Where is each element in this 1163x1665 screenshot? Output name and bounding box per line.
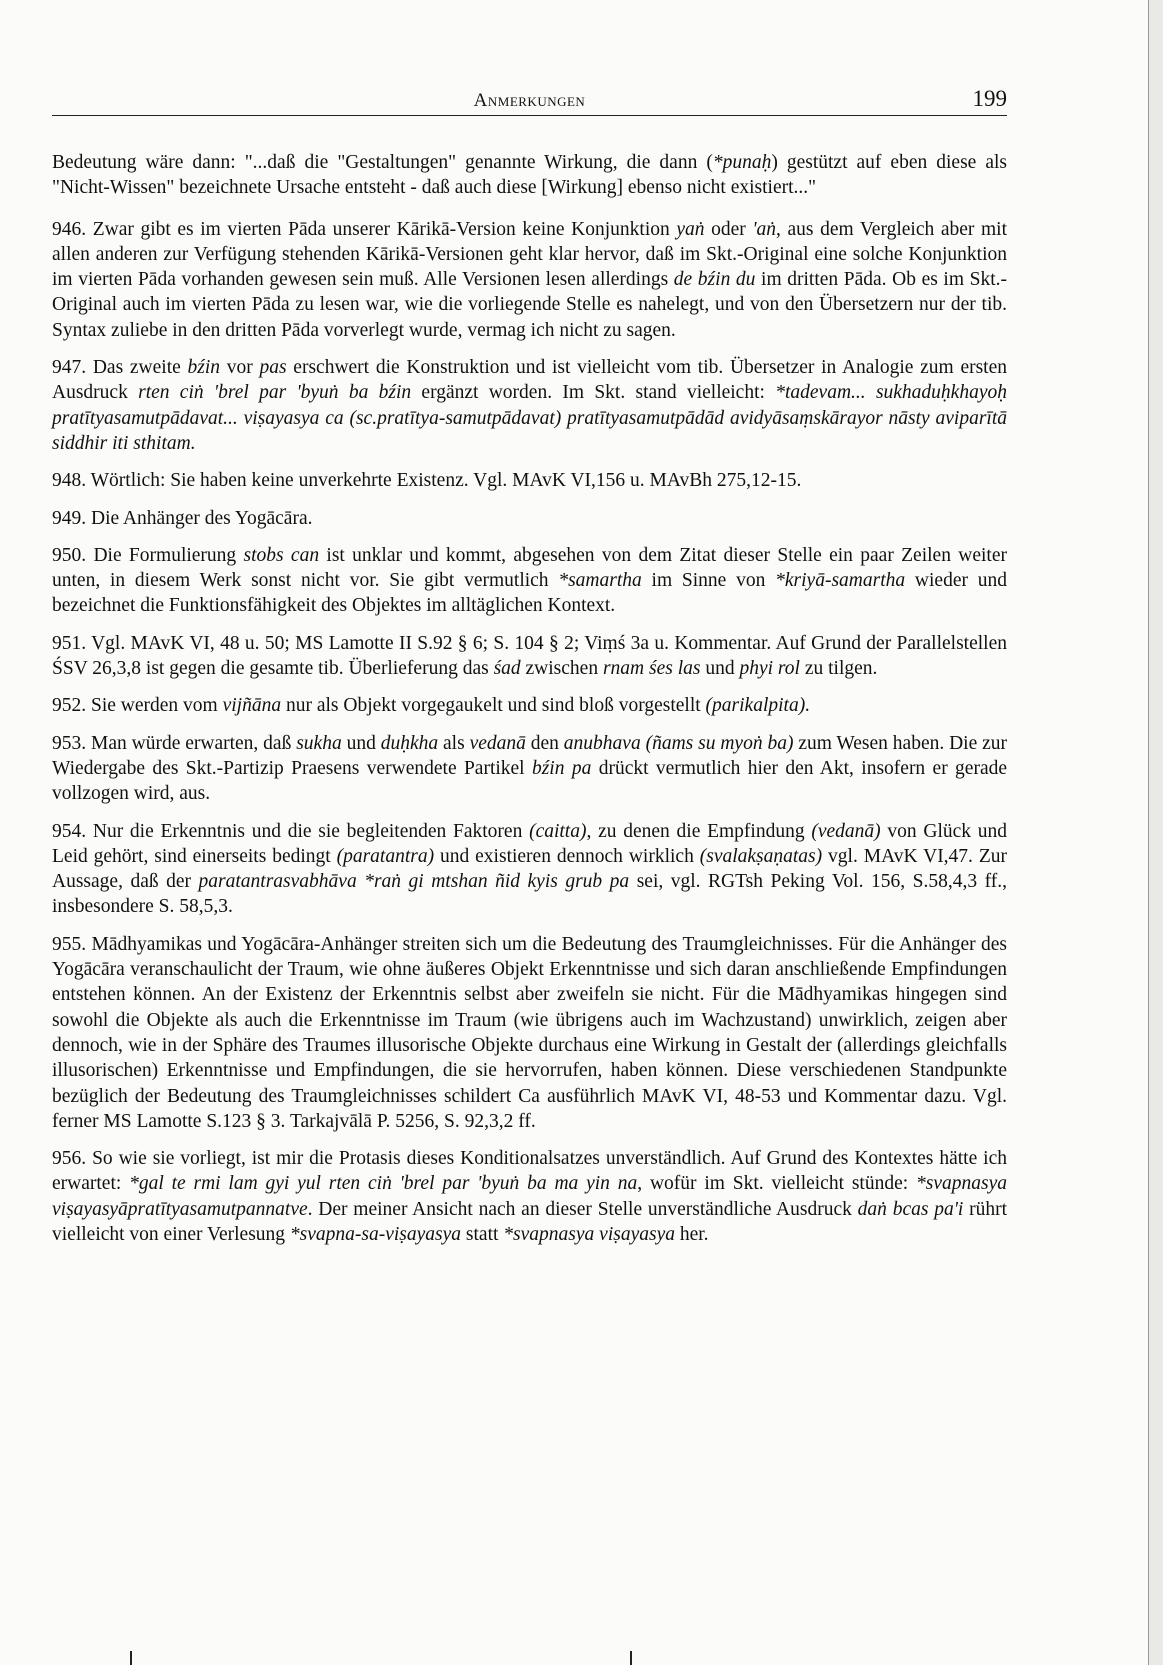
note-text-segment: 946. Zwar gibt es im vierten Pāda unserer Kārikā-Version keine Konjunktion: [52, 218, 677, 240]
note-text-segment: ) gestützt auf eben diese als "Nicht-Wissen" bezeichnete Ursache entsteht - daß auch diese [Wirkung] ebenso nicht existiert...": [52, 152, 1007, 199]
note-text-segment: . Der meiner Ansicht nach an dieser Stelle unverständliche Ausdruck: [307, 1198, 858, 1220]
note-text-segment: 'aṅ: [752, 218, 777, 240]
note-text-segment: duḥkha: [380, 732, 439, 754]
header-title: Anmerkungen: [473, 90, 586, 111]
note-text-segment: rten ciṅ 'brel par 'byuṅ ba bźin: [138, 382, 412, 404]
note-text-segment: 950. Die Formulierung: [52, 544, 244, 566]
note-text-segment: (parikalpita).: [705, 695, 811, 717]
note-text-segment: als: [438, 732, 470, 754]
note-text-segment: vedanā: [469, 732, 526, 754]
note-text-segment: *tadevam... sukhaduḥkhayoḥ pratītyasamutpādavat... viṣayasya ca (sc.pratītya-samutpādavat) pratītyasamutpādād avidyāsaṃskārayor nāsty aviparītā siddhir iti sthitam.: [52, 382, 1007, 454]
note-intro: [52, 150, 1007, 201]
note-954: [52, 819, 1007, 920]
note-text-segment: de bźin du: [673, 269, 756, 291]
note-text-segment: und existieren dennoch wirklich: [434, 845, 700, 867]
note-text-segment: drückt vermutlich hier den Akt, insofern er gerade vollzogen wird, aus.: [52, 757, 1008, 805]
note-text-segment: 954. Nur die Erkenntnis und die sie begleitenden Faktoren: [52, 820, 530, 842]
scan-mark: [130, 1651, 132, 1665]
note-951: [52, 631, 1007, 682]
note-text-segment: phyi rol: [739, 658, 800, 680]
note-text-segment: von Glück und Leid gehört, sind einerseits bedingt: [52, 820, 1008, 867]
note-text-segment: vgl. MAvK VI,47. Zur Aussage, daß der: [52, 845, 1007, 893]
note-949: [52, 506, 1007, 531]
note-952: [52, 693, 1007, 718]
note-text-segment: zum Wesen haben. Die zur Wiedergabe des Skt.-Partizip Praesens verwendete Partikel: [52, 732, 1008, 779]
note-946: [52, 217, 1007, 343]
note-text-segment: zu tilgen.: [799, 658, 878, 680]
note-text-segment: *kriyā-samartha: [775, 570, 906, 592]
note-text-segment: *samartha: [558, 570, 642, 592]
note-text-segment: statt: [461, 1223, 504, 1245]
scan-page-edge: [1148, 0, 1163, 1665]
note-text-segment: her.: [674, 1223, 709, 1245]
page-number: 199: [972, 86, 1007, 111]
note-text-segment: wieder und bezeichnet die Funktionsfähigkeit des Objektes im alltäglichen Kontext.: [52, 570, 1007, 617]
note-text-segment: 951. Vgl. MAvK VI, 48 u. 50; MS Lamotte II S.92 § 6; S. 104 § 2; Viṃś 3a u. Kommentar. Auf Grund der Parallelstellen ŚSV 26,3,8 ist gegen die gesamte tib. Überlieferung das: [52, 632, 1007, 680]
notes-body: [52, 150, 1007, 1259]
note-text-segment: *svapnasya viṣayasya: [503, 1223, 675, 1245]
note-text-segment: (vedanā): [811, 820, 881, 842]
note-text-segment: 949. Die Anhänger des Yogācāra.: [52, 507, 313, 529]
note-text-segment: Bedeutung wäre dann: "...daß die "Gestaltungen" genannte Wirkung, die dann (: [52, 152, 713, 173]
note-text-segment: , wofür im Skt. vielleicht stünde:: [637, 1173, 916, 1195]
note-955: [52, 932, 1007, 1134]
note-text-segment: erschwert die Konstruktion und ist vielleicht vom tib. Übersetzer in Analogie zum ersten Ausdruck: [52, 357, 1008, 404]
note-947: [52, 355, 1007, 456]
note-text-segment: bźin pa: [531, 757, 592, 779]
note-text-segment: , zu denen die Empfindung: [586, 820, 812, 842]
note-text-segment: ergänzt worden. Im Skt. stand vielleicht:: [411, 382, 776, 404]
running-header: [52, 82, 1007, 114]
note-text-segment: yaṅ: [676, 218, 705, 240]
note-text-segment: *punaḥ: [712, 152, 772, 173]
note-text-segment: ist unklar und kommt, abgesehen von dem Zitat dieser Stelle ein paar Zeilen weiter unten, in diesem Werk sonst nicht vor. Sie gibt vermutlich: [52, 544, 1007, 592]
note-text-segment: paratantrasvabhāva *raṅ gi mtshan ñid kyis grub pa: [198, 871, 630, 893]
header-rule: [52, 115, 1007, 116]
note-text-segment: (caitta): [529, 820, 587, 842]
note-text-segment: und: [700, 658, 740, 680]
note-text-segment: sukha: [296, 732, 342, 754]
note-text-segment: 956. So wie sie vorliegt, ist mir die Protasis dieses Konditionalsatzes unverständlich. Auf Grund des Kontextes hätte ich erwartet:: [52, 1148, 1007, 1195]
note-text-segment: und: [341, 732, 381, 754]
note-text-segment: 947. Das zweite: [52, 357, 188, 379]
scan-mark: [630, 1651, 632, 1665]
note-text-segment: im Sinne von: [641, 570, 776, 592]
note-text-segment: 952. Sie werden vom: [52, 695, 223, 717]
note-text-segment: *svapnasya viṣayasyāpratītyasamutpannatve: [52, 1173, 1007, 1220]
note-text-segment: im dritten Pāda. Ob es im Skt.-Original auch im vierten Pāda zu lesen war, wie die vorliegende Stelle es nahelegt, und von den Übersetzern nur der tib. Syntax zuliebe in den dritten Pāda vorverlegt wurde, vermag ich nicht zu sagen.: [52, 269, 1007, 341]
note-text-segment: nur als Objekt vorgegaukelt und sind bloß vorgestellt: [281, 695, 706, 717]
note-text-segment: oder: [704, 218, 753, 240]
note-text-segment: 953. Man würde erwarten, daß: [52, 732, 297, 754]
note-950: [52, 543, 1007, 619]
note-text-segment: 955. Mādhyamikas und Yogācāra-Anhänger streiten sich um die Bedeutung des Traumgleichnisses. Für die Anhänger des Yogācāra veranschaulicht der Traum, wie ohne äußeres Objekt Erkenntnisse und sich daran anschließende Empfindungen entstehen können. An der Existenz der Erkenntnis selbst aber zweifeln sie nicht. Für die Mādhyamikas hingegen sind sowohl die Objekte als auch die Erkenntnisse im Traum (wie übrigens auch im Wachzustand) unwirklich, zeigen aber dennoch, wie in der Sphäre des Traumes illusorische Objekte durchaus eine Wirkung in Gestalt der (allerdings gleichfalls illusorischen) Erkenntnisse und Empfindungen, die sie hervorrufen, haben können. Diese verschiedenen Standpunkte bezüglich der Bedeutung des Traumgleichnisses schildert Ca ausführlich MAvK VI, 48-53 und Kommentar dazu. Vgl. ferner MS Lamotte S.123 § 3. Tarkajvālā P. 5256, S. 92,3,2 ff.: [52, 933, 1007, 1132]
note-text-segment: sei, vgl. RGTsh Peking Vol. 156, S.58,4,3 ff., insbesondere S. 58,5,3.: [52, 871, 1007, 918]
note-text-segment: rührt vielleicht von einer Verlesung: [52, 1198, 1007, 1245]
note-text-segment: stobs can: [243, 544, 320, 566]
note-text-segment: rnam śes las: [602, 658, 701, 680]
note-953: [52, 731, 1007, 807]
note-text-segment: 948. Wörtlich: Sie haben keine unverkehrte Existenz. Vgl. MAvK VI,156 u. MAvBh 275,12-15.: [52, 470, 802, 492]
note-text-segment: anubhava (ñams su myoṅ ba): [563, 732, 794, 754]
scan-bottom-marks: [0, 1650, 1100, 1665]
note-948: [52, 468, 1007, 493]
note-text-segment: (svalakṣaṇatas): [699, 845, 823, 867]
note-text-segment: zwischen: [520, 658, 603, 680]
note-text-segment: bźin: [187, 357, 221, 379]
note-text-segment: vijñāna: [222, 695, 282, 717]
note-text-segment: den: [525, 732, 564, 754]
note-text-segment: vor: [220, 357, 260, 379]
note-text-segment: (paratantra): [336, 845, 435, 867]
note-text-segment: daṅ bcas pa'i: [857, 1198, 964, 1220]
note-956: [52, 1146, 1007, 1247]
note-text-segment: *svapna-sa-viṣayasya: [289, 1223, 462, 1245]
note-text-segment: , aus dem Vergleich aber mit allen anderen zur Verfügung stehenden Kārikā-Versionen geht klar hervor, daß im Skt.-Original eine solche Konjunktion im vierten Pāda vorhanden gewesen sein muß. Alle Versionen lesen allerdings: [52, 218, 1007, 291]
note-text-segment: *gal te rmi lam gyi yul rten ciṅ 'brel par 'byuṅ ba ma yin na: [129, 1173, 638, 1195]
note-text-segment: pas: [259, 357, 287, 379]
note-text-segment: śad: [493, 658, 521, 680]
